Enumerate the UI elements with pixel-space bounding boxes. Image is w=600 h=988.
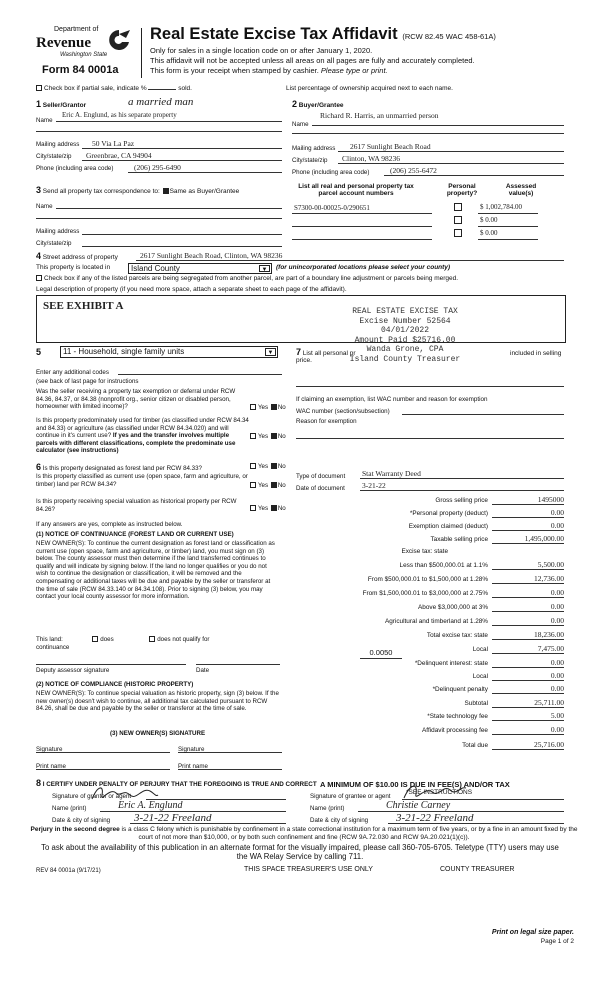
section8-number: 8 [36, 778, 42, 788]
continuance-label: continuance [36, 644, 70, 651]
section3-heading [36, 185, 239, 195]
parcel-header: List all real and personal property tax parcel account numbers [298, 183, 414, 197]
document-date-value[interactable]: 3-21-22 [362, 481, 386, 490]
partial-sale-label: Check box if partial sale, indicate % [44, 85, 147, 92]
perjury-bold: Perjury in the second degree [30, 826, 120, 833]
new-owner-signature-label-2: Signature [178, 746, 205, 753]
form-revision: REV 84 0001a (9/17/21) [36, 868, 101, 874]
section4-number: 4 [36, 251, 42, 261]
tax-row-label: Total due [462, 742, 488, 749]
revenue-logo [36, 26, 136, 80]
segregated-label: Check box if any of the listed parcels are being segregated from another parcel, are part of a boundary line adjustment or parcels being merged. [44, 275, 459, 282]
compliance-heading: (2) NOTICE OF COMPLIANCE (HISTORIC PROPERTY) [36, 681, 194, 688]
county-treasurer-label: COUNTY TREASURER [440, 866, 515, 873]
tax-row-label: *Delinquent penalty [432, 686, 488, 693]
yes-label: Yes [258, 433, 269, 440]
street-address-label: Street address of property [42, 254, 118, 261]
chevron-down-icon: ▼ [265, 348, 276, 356]
personal-property-header: Personal property? [446, 183, 478, 197]
partial-sale-checkbox[interactable] [36, 85, 42, 91]
revenue-label: Revenue [36, 35, 91, 51]
section5-number: 5 [36, 347, 42, 357]
tax-row-value[interactable]: 1495000 [492, 495, 564, 505]
land-use-select[interactable] [60, 346, 278, 358]
new-owner-print-label: Print name [36, 763, 66, 770]
continuance-text: NEW OWNER(S): To continue the current designation as forest land or classification as current use (open space, farm and agriculture, or timber) land, you must sign on (3) below. The county assessor must then determine if the land transferred continues to qualify and will indicate by signing below. If the land no longer qualifies or you do not wish to continue the designation or classification, it will be removed and the compensating or additional taxes will be due and payable by the seller or transferor at the time of sale (RCW 84.33.140 or 84.34.108). Prior to signing (3) below, you may contact your local county assessor for more information. [36, 540, 275, 601]
yes-label: Yes [258, 505, 269, 512]
certify-text: I CERTIFY UNDER PENALTY OF PERJURY THAT THE FOREGOING IS TRUE AND CORRECT [42, 781, 317, 788]
tax-row-value[interactable]: 25,716.00 [492, 740, 564, 750]
stamp-line: Amount Paid $25716.00 [354, 335, 456, 345]
document-type-value[interactable]: Stat Warranty Deed [362, 469, 421, 478]
section7-heading [296, 347, 356, 357]
exemption-answer-1 [250, 404, 286, 411]
tax-row-value[interactable]: 7,475.00 [492, 644, 564, 654]
local-rate-value: 0.0050 [369, 648, 393, 657]
partial-sale-row [36, 85, 192, 92]
tax-row-label: Above $3,000,000 at 3% [418, 604, 488, 611]
yes-label: Yes [258, 404, 269, 411]
tax-row-value[interactable]: 12,736.00 [492, 574, 564, 584]
exhibit-text: SEE EXHIBIT A [43, 300, 124, 312]
buyer-mailing-value[interactable]: 2617 Sunlight Beach Road [350, 142, 431, 151]
tax-row-value[interactable]: 0.00 [492, 588, 564, 598]
no-label: No [277, 463, 286, 470]
legal-paper-note: Print on legal size paper. [491, 929, 574, 936]
tax-row-label: Total excise tax: state [426, 632, 488, 639]
seller-city-label: City/state/zip [36, 153, 72, 160]
tax-row-label: *State technology fee [427, 713, 488, 720]
seller-name-label: Name [36, 117, 53, 124]
seller-label: Seller/Grantor [42, 102, 87, 109]
yes-checkbox[interactable] [250, 482, 256, 488]
yes-checkbox[interactable] [250, 433, 256, 439]
section7-included-label: included in selling [510, 350, 562, 357]
revenue-logo-icon [106, 28, 132, 52]
tax-row-label: Excise tax: state [401, 548, 448, 555]
perjury-text: is a class C felony which is punishable by confinement in a state correctional institution for a maximum term of five years, or by a fine in an amount fixed by the court of not more than $10,000, or by both such confinement and fine (RCW 9A.72.030 and RCW 9A.20.021(1)(c)). [121, 826, 578, 841]
yes-checkbox[interactable] [250, 505, 256, 511]
buyer-heading [292, 99, 344, 109]
this-land-label: This land: [36, 636, 63, 643]
section7-number: 7 [296, 347, 302, 357]
perjury-notice [30, 826, 578, 842]
stamp-line: Island County Treasurer [349, 354, 461, 364]
does-checkbox[interactable] [92, 636, 98, 642]
deputy-date-label: Date [196, 667, 210, 674]
assessed-value-header: Assessed value(s) [505, 183, 537, 197]
dept-of-label: Department of [54, 26, 99, 33]
seller-city-value[interactable]: Greenbrae, CA 94904 [86, 151, 152, 160]
new-owner-signature-heading: (3) NEW OWNER(S) SIGNATURE [110, 730, 206, 737]
does-not-label: does not qualify for [157, 636, 210, 643]
tax-row-label: Less than $500,000.01 at 1.1% [399, 562, 488, 569]
seller-handwritten-note: a married man [128, 96, 194, 108]
historic-question: Is this property receiving special valuation as historical property per RCW 84.26? [36, 498, 237, 513]
parcel-row [292, 203, 564, 215]
county-value: Island County [131, 264, 180, 273]
list-percentage-note: List percentage of ownership acquired next to each name. [286, 85, 453, 92]
tax-row-value[interactable]: 25,711.00 [492, 698, 564, 708]
form-number: Form 84 0001a [42, 64, 119, 76]
buyer-city-value[interactable]: Clinton, WA 98236 [342, 154, 400, 163]
buyer-mailing-label: Mailing address [292, 145, 336, 152]
tax-row-label: *Personal property (deduct) [409, 510, 488, 517]
no-label: No [277, 505, 286, 512]
tax-row-label: Gross selling price [435, 497, 488, 504]
section7-price-label: price. [296, 357, 312, 364]
notice-3-emphasis: Please type or print. [320, 66, 388, 75]
same-as-buyer-checkbox[interactable] [163, 188, 169, 194]
tax-row-value[interactable]: 0.00 [492, 521, 564, 531]
header-notice-2: This affidavit will not be accepted unless all areas on all pages are fully and accurately completed. [150, 56, 475, 65]
additional-codes-label: Enter any additional codes [36, 369, 109, 376]
accessibility-notice: To ask about the availability of this publication in an alternate format for the visually impaired, please call 360-705-6705. Teletype (TTY) users may use the WA Relay Service by calling 711. [41, 843, 559, 861]
tax-row-value[interactable]: 0.00 [492, 602, 564, 612]
timber-question [36, 417, 250, 455]
tax-row-label: From $1,500,000.01 to $3,000,000 at 2.75% [362, 590, 488, 597]
segregated-row [36, 275, 458, 282]
historic-answer [250, 505, 286, 512]
grantor-name-label: Name (print) [52, 805, 87, 812]
rcw-reference: (RCW 82.45 WAC 458-61A) [402, 32, 496, 41]
current-use-question: Is this property classified as current use (open space, farm and agriculture, or timber) land per RCW 84.34? [36, 473, 248, 488]
does-label: does [100, 636, 114, 643]
located-in-label: This property is located in [36, 264, 111, 271]
grantee-date-city[interactable]: 3-21-22 Freeland [396, 812, 474, 824]
stamp-line: REAL ESTATE EXCISE TAX [352, 307, 458, 316]
tax-row-label: Local [472, 646, 488, 653]
yes-label: Yes [258, 482, 269, 489]
sold-label: sold. [178, 85, 192, 92]
tax-row-label: Local [472, 673, 488, 680]
header-notice-1: Only for sales in a single location code on or after January 1, 2020. [150, 46, 373, 55]
tax-row-value[interactable]: 0.00 [492, 508, 564, 518]
document-type-label: Type of document [296, 473, 346, 480]
stamp-line: Excise Number 52564 [359, 316, 451, 326]
segregated-checkbox[interactable] [36, 275, 42, 281]
does-not-checkbox[interactable] [149, 636, 155, 642]
washington-state-label: Washington State [60, 52, 108, 58]
parcel-number[interactable]: S7300-00-00025-0/290651 [294, 204, 370, 212]
buyer-number: 2 [292, 99, 298, 109]
buyer-label: Buyer/Grantee [298, 102, 344, 109]
assessed-value[interactable]: $ 0.00 [480, 216, 498, 224]
grantor-printed-name[interactable]: Eric A. Englund [118, 800, 183, 811]
section3-number: 3 [36, 185, 42, 195]
street-address-value[interactable]: 2617 Sunlight Beach Road, Clinton, WA 98236 [140, 251, 283, 260]
exemption-question-1: Was the seller receiving a property tax exemption or deferral under RCW 84.36, 84.37, or 84.38 (nonprofit org., senior citizen or disabled person, homeowner with limited income)? [36, 388, 236, 411]
county-select[interactable] [128, 263, 272, 274]
buyer-city-label: City/state/zip [292, 157, 328, 164]
section3-mailing-label: Mailing address [36, 228, 80, 235]
section6-number: 6 [36, 462, 42, 472]
section3-label: Send all property tax correspondence to: [42, 188, 160, 195]
see-instructions-note: *SEE INSTRUCTIONS [406, 789, 473, 796]
grantee-date-label: Date & city of signing [310, 817, 369, 824]
if-yes-note: If any answers are yes, complete as instructed below. [36, 521, 183, 528]
tax-row-label: Subtotal [464, 700, 488, 707]
minimum-due-note: A MINIMUM OF $10.00 IS DUE IN FEE(S) AND/OR TAX [320, 780, 510, 789]
parcel-row [292, 216, 564, 228]
forest-land-answer [250, 463, 286, 470]
same-as-buyer-label: Same as Buyer/Grantee [169, 188, 240, 195]
local-rate-box [360, 648, 402, 659]
land-use-value: 11 - Household, single family units [63, 347, 185, 356]
tax-row-label: *Delinquent interest: state [414, 660, 488, 667]
seller-name-value[interactable]: Eric A. Englund, as his separate property [62, 111, 177, 119]
exemption-claim-label: If claiming an exemption, list WAC number and reason for exemption [296, 396, 488, 403]
buyer-name-label: Name [292, 121, 309, 128]
exemption-reason-label: Reason for exemption [296, 418, 357, 425]
no-checkbox[interactable] [271, 482, 277, 488]
tax-row-value[interactable]: 5,500.00 [492, 560, 564, 570]
tax-row-value[interactable]: 1,495,000.00 [492, 534, 564, 544]
this-land-row [36, 636, 209, 643]
seller-mailing-value[interactable]: 50 Via La Paz [92, 139, 135, 148]
tax-row-value[interactable]: 0.00 [492, 725, 564, 735]
personal-property-checkbox[interactable] [454, 229, 462, 237]
seller-heading [36, 99, 86, 109]
grantee-signature-label: Signature of grantee or agent [310, 793, 391, 800]
section7-label: List all personal pr [302, 350, 356, 357]
no-checkbox[interactable] [271, 433, 277, 439]
yes-checkbox[interactable] [250, 404, 256, 410]
buyer-phone-label: Phone (including area code) [292, 169, 370, 176]
section3-city-label: City/state/zip [36, 240, 72, 247]
legal-description-label: Legal description of property (if you need more space, attach a separate sheet to each page of the affidavit). [36, 286, 347, 293]
compliance-text: NEW OWNER(S): To continue special valuation as historic property, sign (3) below. If the new owner(s) doesn't wish to continue, all additional tax calculated pursuant to RCW 84.26, shall be due and payable by the seller or transferor at the time of sale. [36, 690, 279, 713]
section4-heading [36, 251, 118, 261]
unincorporated-note: (for unincorporated locations please select your county) [276, 264, 451, 271]
parcel-row [292, 229, 564, 241]
forest-land-question: Is this property designated as forest land per RCW 84.33? [42, 465, 202, 472]
notice-3-text: This form is your receipt when stamped by cashier. [150, 66, 319, 75]
grantor-signature-label: Signature of grantor or agent [52, 793, 132, 800]
deputy-signature-label: Deputy assessor signature [36, 667, 110, 674]
yes-label: Yes [258, 463, 269, 470]
grantee-name-label: Name (print) [310, 805, 345, 812]
timber-answer [250, 433, 286, 440]
tax-row-value[interactable]: 0.00 [492, 616, 564, 626]
tax-row-label: Affidavit processing fee [422, 727, 488, 734]
timber-question-text: Is this property predominately used for timber (as classified under RCW 84.34 and 84.33) or agriculture (as classified under RCW 84.34.020) and will continue in it's current use? [36, 417, 249, 440]
tax-row-value[interactable]: 18,236.00 [492, 630, 564, 640]
buyer-name-value[interactable]: Richard R. Harris, an unmarried person [320, 111, 439, 120]
seller-number: 1 [36, 99, 42, 109]
current-use-answer [250, 482, 286, 489]
grantor-date-city[interactable]: 3-21-22 Freeland [134, 812, 212, 824]
section3-name-label: Name [36, 203, 53, 210]
form-title: Real Estate Excise Tax Affidavit [150, 25, 398, 43]
form-title-row [150, 25, 496, 44]
see-back-note: (see back of last page for instructions [36, 378, 139, 385]
no-label: No [277, 404, 286, 411]
timber-question-bold: If yes and the transfer involves multiple parcels with different classifications, complete the predominate use calculator (see instructions) [36, 432, 236, 455]
grantor-date-label: Date & city of signing [52, 817, 111, 824]
certify-heading [36, 778, 317, 788]
no-label: No [277, 433, 286, 440]
buyer-phone-value[interactable]: (206) 255-6472 [390, 166, 437, 175]
stamp-line: Wanda Grone, CPA [366, 345, 444, 355]
no-checkbox[interactable] [271, 463, 277, 469]
tax-row-value[interactable]: 5.00 [492, 711, 564, 721]
tax-row-label: From $500,000.01 to $1,500,000 at 1.28% [367, 576, 488, 583]
personal-property-checkbox[interactable] [454, 216, 462, 224]
new-owner-print-label-2: Print name [178, 763, 208, 770]
page-number: Page 1 of 2 [540, 938, 574, 945]
tax-row-label: Agricultural and timberland at 1.28% [384, 618, 488, 625]
tax-row-label: Exemption claimed (deduct) [408, 523, 488, 530]
chevron-down-icon: ▼ [259, 265, 270, 272]
section6-heading [36, 462, 202, 472]
tax-row-value[interactable]: 0.00 [492, 684, 564, 694]
no-checkbox[interactable] [271, 404, 277, 410]
header-notice-3 [150, 66, 388, 75]
no-label: No [277, 482, 286, 489]
assessed-value[interactable]: $ 0.00 [480, 229, 498, 237]
new-owner-signature-label: Signature [36, 746, 63, 753]
seller-phone-value[interactable]: (206) 295-6490 [134, 163, 181, 172]
assessed-value[interactable]: $ 1,002,784.00 [480, 203, 522, 211]
tax-row-label: Taxable selling price [430, 536, 488, 543]
yes-checkbox[interactable] [250, 463, 256, 469]
seller-mailing-label: Mailing address [36, 141, 80, 148]
stamp-line: 04/01/2022 [380, 326, 429, 336]
no-checkbox[interactable] [271, 505, 277, 511]
continuance-heading: (1) NOTICE OF CONTINUANCE (FOREST LAND OR CURRENT USE) [36, 531, 234, 538]
tax-row-value[interactable]: 0.00 [492, 671, 564, 681]
personal-property-checkbox[interactable] [454, 203, 462, 211]
wac-number-label: WAC number (section/subsection) [296, 408, 390, 415]
tax-row-value[interactable]: 0.00 [492, 658, 564, 668]
header-divider [141, 28, 142, 78]
legal-description-box[interactable] [36, 295, 566, 343]
treasurer-use-only: THIS SPACE TREASURER'S USE ONLY [244, 866, 373, 873]
document-date-label: Date of document [296, 485, 345, 492]
grantee-printed-name[interactable]: Christie Carney [386, 800, 451, 811]
seller-phone-label: Phone (including area code) [36, 165, 114, 172]
